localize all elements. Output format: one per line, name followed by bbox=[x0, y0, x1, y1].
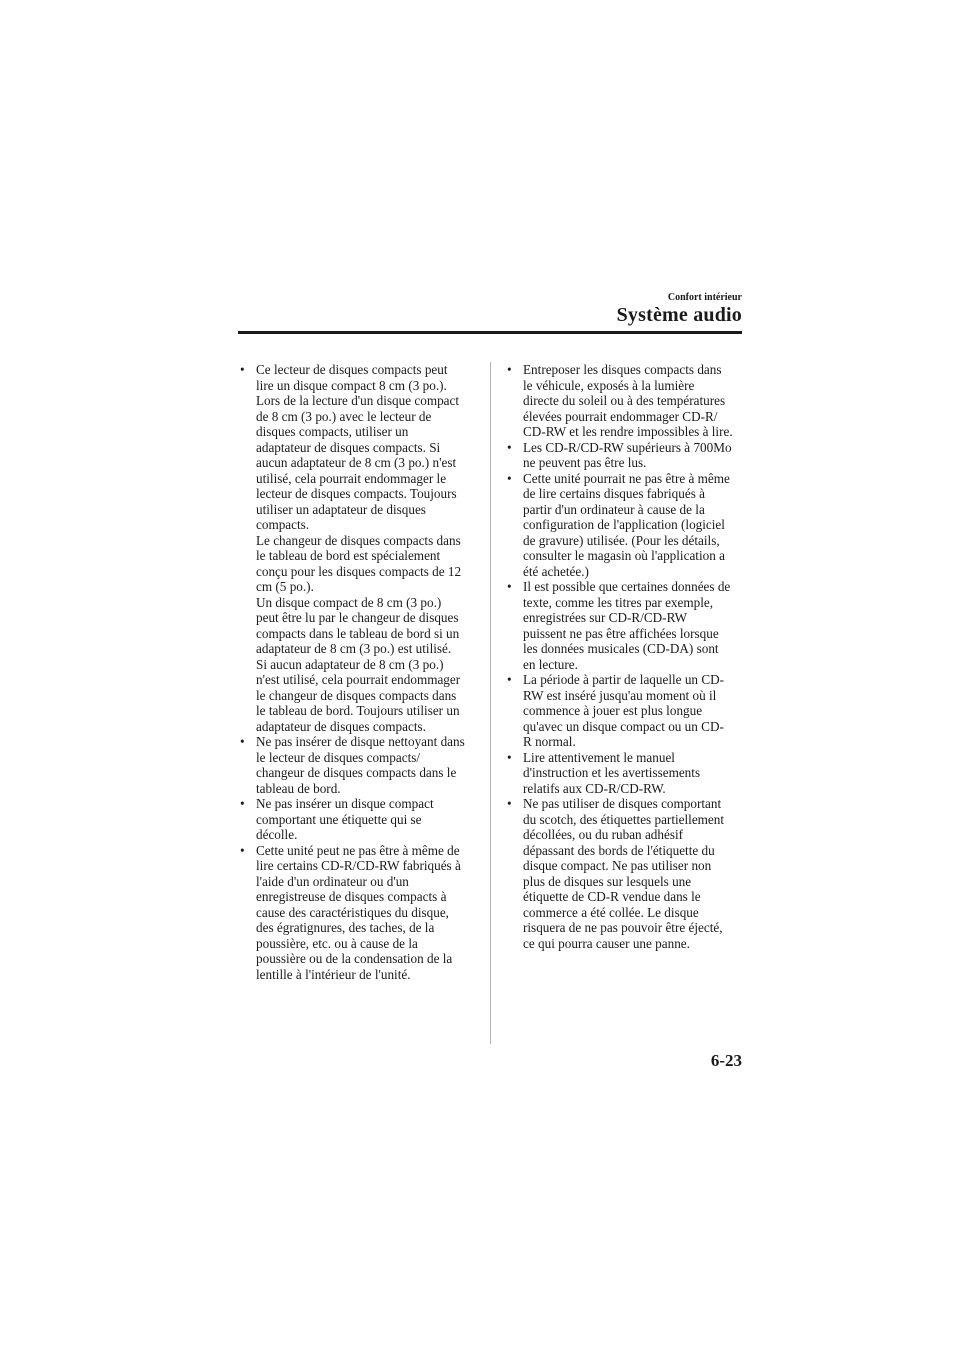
text-line: de gravure) utilisée. (Pour les détails, bbox=[523, 532, 720, 548]
text-line: directe du soleil ou à des températures bbox=[523, 393, 726, 408]
text-line: étiquette de CD-R vendue dans le bbox=[523, 889, 701, 904]
text-line: été achetée.) bbox=[523, 563, 589, 579]
text-line: le lecteur de disques compacts/ bbox=[256, 749, 421, 765]
bullet-icon: • bbox=[240, 362, 245, 377]
text-line: Lors de la lecture d'un disque compact bbox=[256, 393, 460, 408]
text-line: consulter le magasin où l'application a bbox=[523, 548, 725, 563]
text-line: peut être lu par le changeur de disques bbox=[256, 610, 459, 625]
text-line: des égratignures, des taches, de la bbox=[256, 920, 435, 935]
text-line: relatifs aux CD-R/CD-RW. bbox=[523, 780, 666, 796]
text-line: texte, comme les titres par exemple, bbox=[523, 594, 714, 610]
list-item bbox=[507, 796, 744, 951]
text-line: Si aucun adaptateur de 8 cm (3 po.) bbox=[256, 656, 444, 672]
text-line: de 8 cm (3 po.) avec le lecteur de bbox=[256, 408, 432, 424]
text-line: utilisé, cela pourrait endommager le bbox=[256, 470, 447, 486]
text-line: configuration de l'application (logiciel bbox=[523, 517, 725, 532]
list-item bbox=[507, 672, 744, 750]
text-line: décollées, ou du ruban adhésif bbox=[523, 827, 684, 842]
text-line: élevées pourrait endommager CD-R/ bbox=[523, 408, 718, 424]
text-line: Ne pas utiliser de disques comportant bbox=[523, 796, 722, 811]
bullet-icon: • bbox=[507, 439, 512, 455]
text-line: disques compacts, utiliser un bbox=[256, 424, 409, 439]
text-line: partir d'un ordinateur à cause de la bbox=[523, 501, 705, 517]
text-line: le changeur de disques compacts dans bbox=[256, 687, 457, 703]
text-line: poussière, etc. ou à cause de la bbox=[256, 935, 418, 951]
text-line: lecteur de disques compacts. Toujours bbox=[256, 486, 457, 501]
text-line: R normal. bbox=[523, 734, 576, 749]
text-line: tableau de bord. bbox=[256, 780, 341, 796]
text-line: Il est possible que certaines données de bbox=[523, 579, 731, 594]
text-line: lire certains CD-R/CD-RW fabriqués à bbox=[256, 858, 461, 873]
right-column bbox=[507, 362, 744, 951]
text-line: du scotch, des étiquettes partiellement bbox=[523, 811, 725, 827]
bullet-icon: • bbox=[507, 749, 512, 765]
text-line: dépassant des bords de l'étiquette du bbox=[523, 842, 715, 858]
text-line: le tableau de bord est spécialement bbox=[256, 548, 441, 563]
column-divider bbox=[490, 362, 491, 1044]
bullet-icon: • bbox=[240, 796, 245, 811]
list-item bbox=[507, 579, 744, 672]
text-line: adaptateur de disques compacts. Si bbox=[256, 439, 441, 455]
text-line: utiliser un adaptateur de disques bbox=[256, 501, 426, 517]
list-item bbox=[240, 362, 475, 734]
text-line: de lire certains disques fabriqués à bbox=[523, 486, 705, 501]
text-line: Cette unité pourrait ne pas être à même bbox=[523, 470, 730, 486]
page-number: 6-23 bbox=[710, 1051, 742, 1070]
section-label: Confort intérieur bbox=[667, 292, 742, 303]
text-line: les données musicales (CD-DA) sont bbox=[523, 641, 719, 656]
text-line: l'aide d'un ordinateur ou d'un bbox=[256, 873, 409, 889]
list-item bbox=[240, 734, 475, 796]
text-line: lire un disque compact 8 cm (3 po.). bbox=[256, 377, 447, 393]
bullet-icon: • bbox=[507, 579, 512, 594]
text-line: Ce lecteur de disques compacts peut bbox=[256, 362, 448, 377]
bullet-icon: • bbox=[240, 842, 245, 858]
list-item bbox=[507, 471, 744, 580]
header-rule bbox=[238, 331, 742, 334]
text-line: risquera de ne pas pouvoir être éjecté, bbox=[523, 920, 723, 935]
bullet-icon: • bbox=[507, 362, 512, 377]
text-line: Ne pas insérer de disque nettoyant dans bbox=[256, 734, 465, 749]
text-line: changeur de disques compacts dans le bbox=[256, 765, 457, 780]
bullet-icon: • bbox=[507, 470, 512, 486]
text-line: La période à partir de laquelle un CD- bbox=[523, 672, 725, 687]
text-line: le véhicule, exposés à la lumière bbox=[523, 377, 695, 393]
text-line: plus de disques sur lesquels une bbox=[523, 873, 692, 889]
text-line: poussière ou de la condensation de la bbox=[256, 951, 453, 966]
text-line: cm (5 po.). bbox=[256, 579, 314, 594]
bullet-icon: • bbox=[240, 734, 245, 749]
text-line: en lecture. bbox=[523, 656, 578, 672]
text-line: ne peuvent pas être lus. bbox=[523, 455, 647, 470]
text-line: d'instruction et les avertissements bbox=[523, 765, 701, 780]
text-line: adaptateur de 8 cm (3 po.) est utilisé. bbox=[256, 641, 452, 656]
text-line: Les CD-R/CD-RW supérieurs à 700Mo bbox=[523, 439, 732, 455]
list-item bbox=[240, 843, 475, 983]
text-line: comportant une étiquette qui se bbox=[256, 811, 422, 827]
text-line: Lire attentivement le manuel bbox=[523, 749, 675, 765]
bullet-icon: • bbox=[507, 796, 512, 811]
text-line: disque compact. Ne pas utiliser non bbox=[523, 858, 712, 873]
list-item bbox=[507, 362, 744, 440]
text-line: le tableau de bord. Toujours utiliser un bbox=[256, 703, 460, 718]
text-line: qu'avec un disque compact ou un CD- bbox=[523, 718, 724, 734]
list-item bbox=[240, 796, 475, 843]
text-line: aucun adaptateur de 8 cm (3 po.) n'est bbox=[256, 455, 457, 470]
text-line: Ne pas insérer un disque compact bbox=[256, 796, 434, 811]
left-column bbox=[240, 362, 475, 982]
text-line: adaptateur de disques compacts. bbox=[256, 718, 426, 734]
text-line: commerce a été collée. Le disque bbox=[523, 904, 699, 920]
text-line: Entreposer les disques compacts dans bbox=[523, 362, 722, 377]
text-line: compacts dans le tableau de bord si un bbox=[256, 625, 460, 641]
text-line: Cette unité peut ne pas être à même de bbox=[256, 842, 460, 858]
text-line: CD-RW et les rendre impossibles à lire. bbox=[523, 424, 733, 439]
list-item bbox=[507, 750, 744, 797]
bullet-icon: • bbox=[507, 672, 512, 687]
text-line: commence à jouer est plus longue bbox=[523, 703, 703, 718]
text-line: décolle. bbox=[256, 827, 298, 842]
text-line: compacts. bbox=[256, 517, 310, 532]
text-line: RW est inséré jusqu'au moment où il bbox=[523, 687, 717, 703]
text-line: enregistreuse de disques compacts à bbox=[256, 889, 447, 904]
text-line: Un disque compact de 8 cm (3 po.) bbox=[256, 594, 442, 610]
text-line: enregistrées sur CD-R/CD-RW bbox=[523, 610, 688, 625]
list-item bbox=[507, 440, 744, 471]
text-line: n'est utilisé, cela pourrait endommager bbox=[256, 672, 461, 687]
page-title: Système audio bbox=[616, 304, 742, 326]
text-line: conçu pour les disques compacts de 12 bbox=[256, 563, 462, 579]
text-line: Le changeur de disques compacts dans bbox=[256, 532, 461, 548]
text-line: puissent ne pas être affichées lorsque bbox=[523, 625, 719, 641]
text-line: lentille à l'intérieur de l'unité. bbox=[256, 966, 411, 982]
text-line: cause des caractéristiques du disque, bbox=[256, 904, 449, 920]
text-line: ce qui pourra causer une panne. bbox=[523, 935, 690, 951]
